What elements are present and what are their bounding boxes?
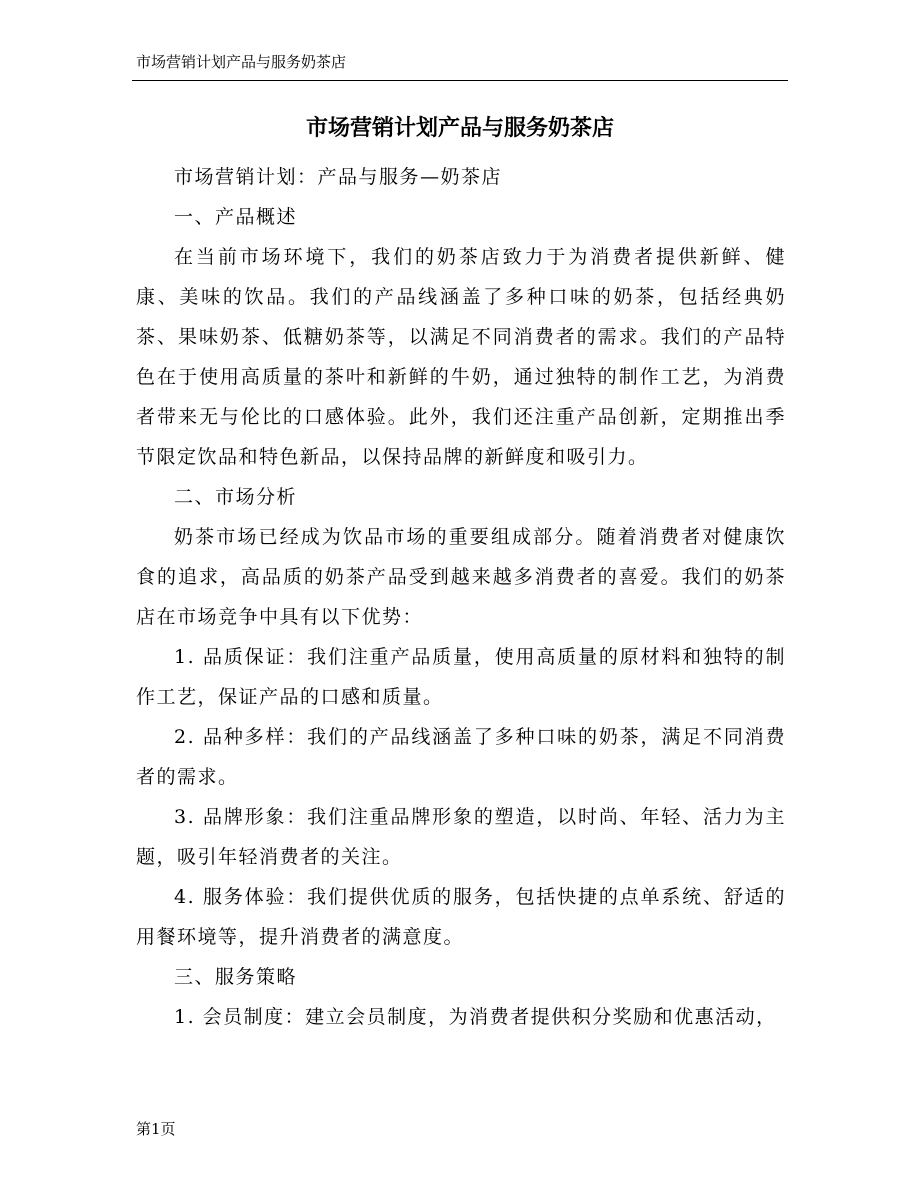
advantage-item-brand: 3. 品牌形象：我们注重品牌形象的塑造，以时尚、年轻、活力为主题，吸引年轻消费者的关注。 — [136, 806, 786, 868]
document-title: 市场营销计划产品与服务奶茶店 — [305, 115, 614, 141]
page-number: 第1页 — [136, 1120, 176, 1138]
header-divider — [132, 80, 788, 81]
strategy-item-membership: 1. 会员制度：建立会员制度，为消费者提供积分奖励和优惠活动， — [174, 1006, 777, 1028]
section-heading-market-analysis: 二、市场分析 — [174, 486, 298, 508]
subtitle-paragraph: 市场营销计划：产品与服务—奶茶店 — [174, 166, 503, 188]
section-heading-product-overview: 一、产品概述 — [174, 206, 298, 228]
page-header: 市场营销计划产品与服务奶茶店 — [136, 53, 347, 71]
advantage-item-service: 4. 服务体验：我们提供优质的服务，包括快捷的点单系统、舒适的用餐环境等，提升消费者的满意度。 — [136, 886, 786, 948]
product-overview-paragraph: 在当前市场环境下，我们的奶茶店致力于为消费者提供新鲜、健康、美味的饮品。我们的产品线涵盖了多种口味的奶茶，包括经典奶茶、果味奶茶、低糖奶茶等，以满足不同消费者的需求。我们的产品特色在于使用高质量的茶叶和新鲜的牛奶，通过独特的制作工艺，为消费者带来无与伦比的口感体验。此外，我们还注重产品创新，定期推出季节限定饮品和特色新品，以保持品牌的新鲜度和吸引力。 — [136, 246, 786, 468]
advantage-item-quality: 1. 品质保证：我们注重产品质量，使用高质量的原材料和独特的制作工艺，保证产品的口感和质量。 — [136, 646, 786, 708]
document-body — [136, 157, 786, 1037]
advantage-item-variety: 2. 品种多样：我们的产品线涵盖了多种口味的奶茶，满足不同消费者的需求。 — [136, 726, 786, 788]
market-analysis-paragraph: 奶茶市场已经成为饮品市场的重要组成部分。随着消费者对健康饮食的追求，高品质的奶茶产品受到越来越多消费者的喜爱。我们的奶茶店在市场竞争中具有以下优势： — [136, 526, 786, 628]
section-heading-service-strategy: 三、服务策略 — [174, 966, 298, 988]
